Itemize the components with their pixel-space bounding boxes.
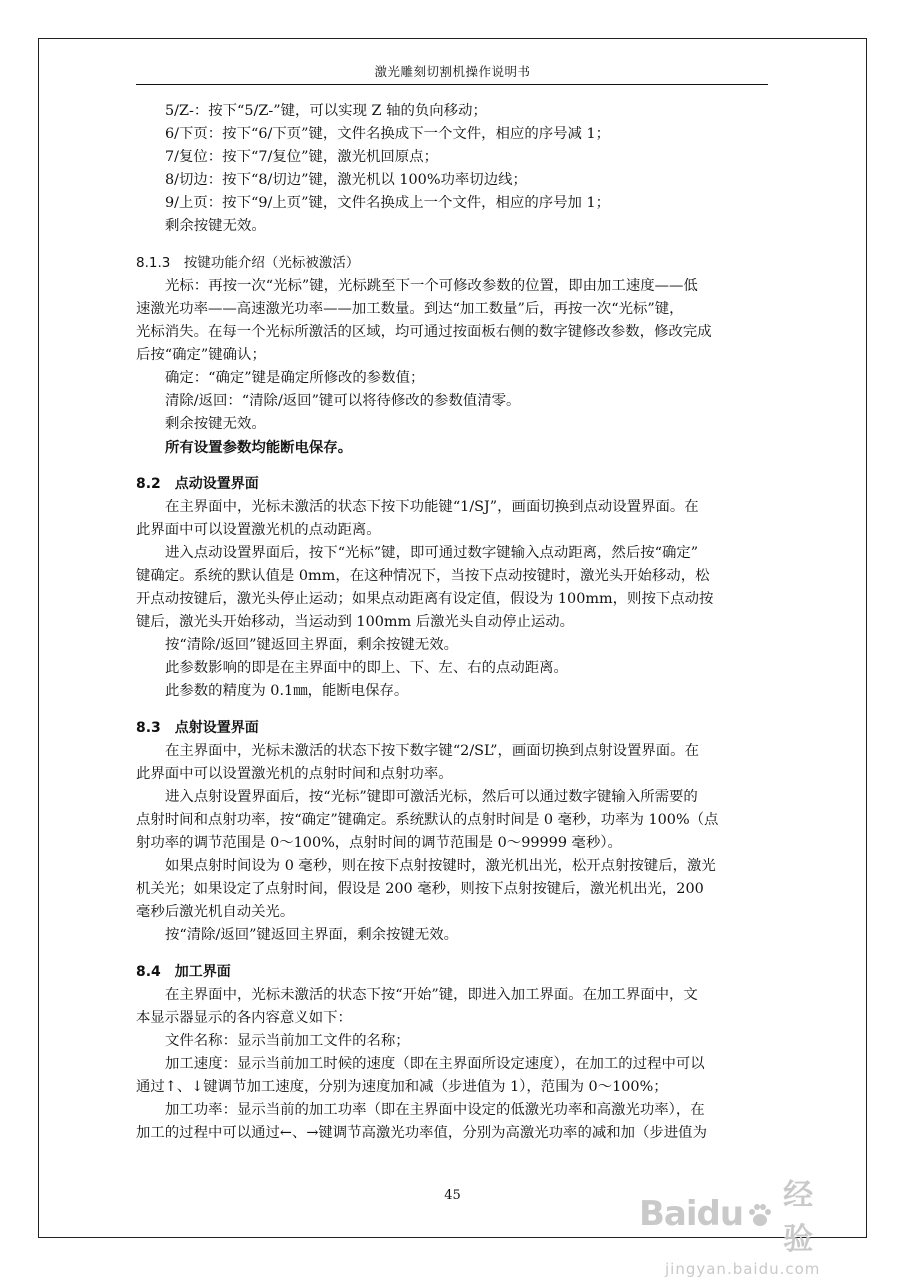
- header-rule: [136, 84, 768, 85]
- paragraph-line: 进入点动设置界面后，按下“光标”键，即可通过数字键输入点动距离，然后按“确定”: [165, 545, 699, 561]
- section-heading-8-4: 8.4 加工界面: [136, 964, 231, 980]
- bold-note: 所有设置参数均能断电保存。: [165, 439, 353, 456]
- paragraph-line: 光标：再按一次“光标”键，光标跳至下一个可修改参数的位置，即由加工速度——低: [165, 278, 698, 294]
- paragraph-line: 按“清除/返回”键返回主界面，剩余按键无效。: [165, 637, 458, 653]
- paragraph-line: 键确定。系统的默认值是 0mm，在这种情况下，当按下点动按键时，激光头开始移动，松: [136, 568, 710, 584]
- paragraph-line: 在主界面中，光标未激活的状态下按“开始”键，即进入加工界面。在加工界面中，文: [165, 987, 698, 1003]
- paragraph-line: 键后，激光头开始移动，当运动到 100mm 后激光头自动停止运动。: [136, 614, 575, 630]
- section-heading-8-2: 8.2 点动设置界面: [136, 476, 259, 492]
- paragraph-line: 毫秒后激光机自动关光。: [136, 904, 295, 920]
- paragraph-line: 此参数的精度为 0.1㎜，能断电保存。: [165, 683, 409, 699]
- paragraph-line: 机关光；如果设定了点射时间，假设是 200 毫秒，则按下点射按键后，激光机出光，200: [136, 881, 704, 897]
- paragraph-line: 此参数影响的即是在主界面中的即上、下、左、右的点动距离。: [165, 660, 568, 676]
- document-body: [136, 100, 768, 1145]
- paragraph-line: 剩余按键无效。: [165, 416, 266, 432]
- section-heading-8-3: 8.3 点射设置界面: [136, 720, 259, 736]
- paragraph-line: 文件名称：显示当前加工文件的名称；: [165, 1033, 410, 1049]
- paragraph-line: 加工速度：显示当前加工时候的速度（即在主界面所设定速度），在加工的过程中可以: [165, 1056, 705, 1072]
- paragraph-line: 在主界面中，光标未激活的状态下按下功能键“1/SJ”，画面切换到点动设置界面。在: [165, 499, 699, 515]
- paragraph-line: 光标消失。在每一个光标所激活的区域，均可通过按面板右侧的数字键修改参数，修改完成: [136, 324, 712, 340]
- watermark-logo-text: Baidu: [639, 1194, 744, 1234]
- section-heading-8-1-3: 8.1.3 按键功能介绍（光标被激活）: [136, 255, 360, 271]
- paragraph-line: 7/复位：按下“7/复位”键，激光机回原点；: [165, 149, 438, 165]
- paragraph-line: 如果点射时间设为 0 毫秒，则在按下点射按键时，激光机出光，松开点射按键后，激光: [165, 858, 716, 874]
- paragraph-line: 9/上页：按下“9/上页”键，文件名换成上一个文件，相应的序号加 1；: [165, 195, 611, 211]
- paragraph-line: 通过↑、↓键调节加工速度，分别为速度加和减（步进值为 1），范围为 0～100%；: [136, 1079, 668, 1095]
- paragraph-line: 后按“确定”键确认；: [136, 347, 266, 363]
- paragraph-line: 射功率的调节范围是 0～100%，点射时间的调节范围是 0～99999 毫秒）。: [136, 835, 622, 851]
- paragraph-line: 剩余按键无效。: [165, 218, 266, 234]
- paragraph-line: 按“清除/返回”键返回主界面，剩余按键无效。: [165, 927, 458, 943]
- header-title: 激光雕刻切割机操作说明书: [374, 64, 531, 79]
- paragraph-line: 进入点射设置界面后，按“光标”键即可激活光标，然后可以通过数字键输入所需要的: [165, 789, 698, 805]
- paragraph-line: 5/Z-：按下“5/Z-”键，可以实现 Z 轴的负向移动；: [165, 103, 487, 119]
- paragraph-line: 清除/返回：“清除/返回”键可以将待修改的参数值清零。: [165, 393, 521, 409]
- watermark-cn: 经验: [783, 1178, 815, 1257]
- paragraph-line: 在主界面中，光标未激活的状态下按下数字键“2/SL”，画面切换到点射设置界面。在: [165, 743, 699, 759]
- page-number: 45: [444, 1188, 461, 1203]
- watermark-url: jingyan.baidu.com: [665, 1260, 821, 1278]
- paragraph-line: 开点动按键后，激光头停止运动；如果点动距离有设定值，假设为 100mm，则按下点动按: [136, 591, 714, 607]
- paragraph-line: 速激光功率——高速激光功率——加工数量。到达“加工数量”后，再按一次“光标”键，: [136, 301, 684, 317]
- paragraph-line: 此界面中可以设置激光机的点动距离。: [136, 522, 381, 538]
- paragraph-line: 确定：“确定”键是确定所修改的参数值；: [165, 370, 425, 386]
- paragraph-line: 本显示器显示的各内容意义如下：: [136, 1010, 352, 1026]
- paragraph-line: 加工功率：显示当前的加工功率（即在主界面中设定的低激光功率和高激光功率），在: [165, 1102, 705, 1118]
- paragraph-line: 此界面中可以设置激光机的点射时间和点射功率。: [136, 766, 453, 782]
- paragraph-line: 加工的过程中可以通过←、→键调节高激光功率值，分别为高激光功率的减和加（步进值为: [136, 1125, 707, 1141]
- paragraph-line: 8/切边：按下“8/切边”键，激光机以 100%功率切边线；: [165, 172, 527, 188]
- paragraph-line: 6/下页：按下“6/下页”键，文件名换成下一个文件，相应的序号减 1；: [165, 126, 611, 142]
- paragraph-line: 点射时间和点射功率，按“确定”键确定。系统默认的点射时间是 0 毫秒，功率为 100%（点: [136, 812, 719, 828]
